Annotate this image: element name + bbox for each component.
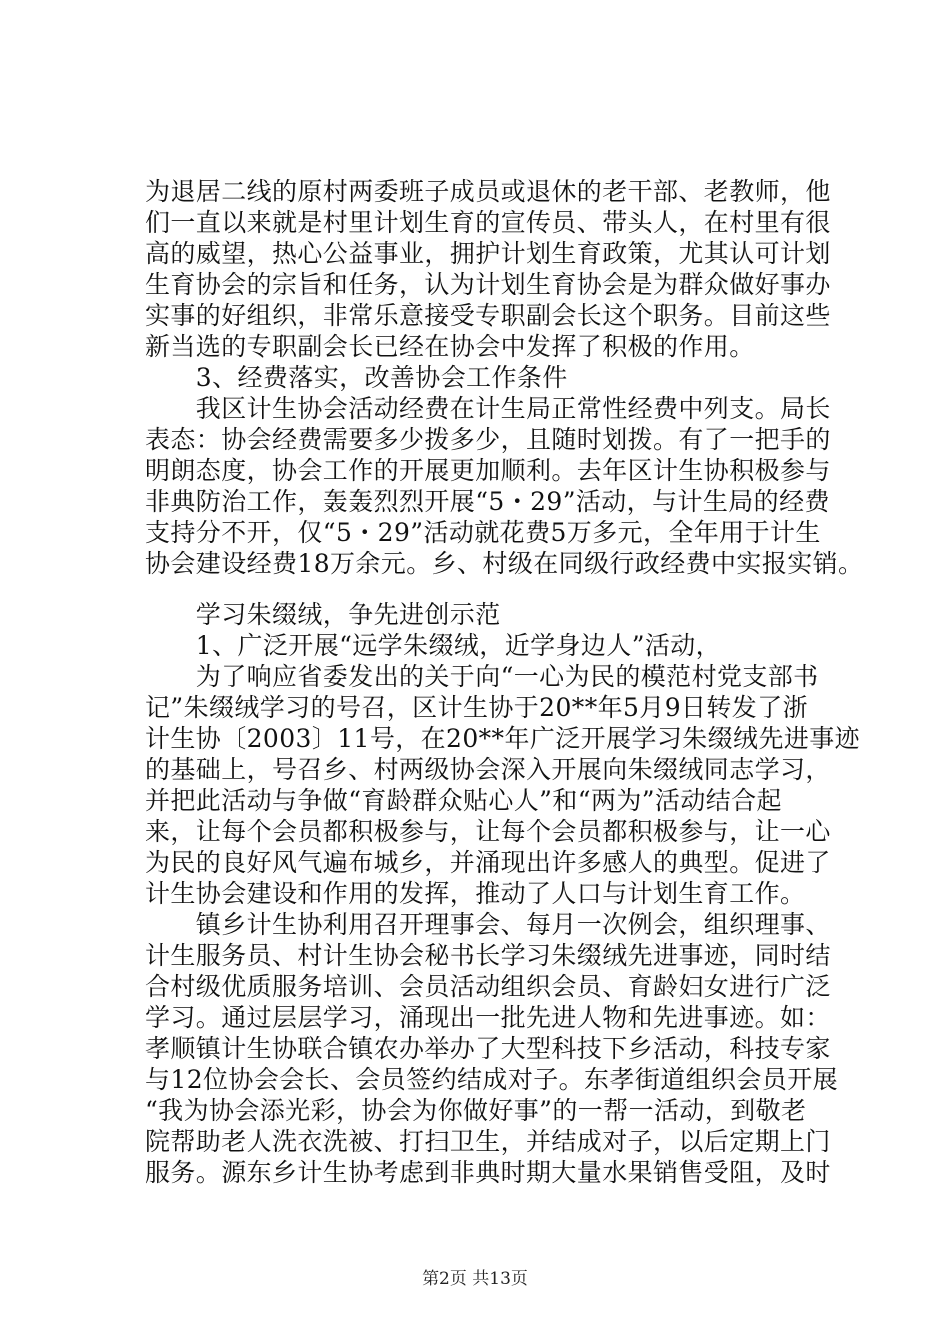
text-line: 们一直以来就是村里计划生育的宣传员、带头人，在村里有很 xyxy=(145,208,831,237)
text-line: 计生服务员、村计生协会秘书长学习朱缀绒先进事迹，同时结 xyxy=(145,941,831,970)
section-heading: 学习朱缀绒，争先进创示范 xyxy=(145,600,501,629)
text-line: 计生协〔2003〕11号，在20**年广泛开展学习朱缀绒先进事迹 xyxy=(145,724,861,753)
text-line: 新当选的专职副会长已经在协会中发挥了积极的作用。 xyxy=(145,332,755,361)
text-line: 计生协会建设和作用的发挥，推动了人口与计划生育工作。 xyxy=(145,879,806,908)
text-line: 为退居二线的原村两委班子成员或退休的老干部、老教师，他 xyxy=(145,177,831,206)
text-line: 镇乡计生协利用召开理事会、每月一次例会，组织理事、 xyxy=(145,910,831,939)
text-line: 服务。源东乡计生协考虑到非典时期大量水果销售受阻，及时 xyxy=(145,1158,831,1187)
text-line: 并把此活动与争做“育龄群众贴心人”和“两为”活动结合起 xyxy=(145,786,782,815)
text-line: 学习。通过层层学习，涌现出一批先进人物和先进事迹。如： xyxy=(145,1003,831,1032)
text-line: 高的威望，热心公益事业，拥护计划生育政策，尤其认可计划 xyxy=(145,239,831,268)
text-line: 与12位协会会长、会员签约结成对子。东孝街道组织会员开展 xyxy=(145,1065,839,1094)
text-line: 实事的好组织，非常乐意接受专职副会长这个职务。目前这些 xyxy=(145,301,831,330)
section-heading: 3、经费落实，改善协会工作条件 xyxy=(145,363,568,392)
text-line: 明朗态度，协会工作的开展更加顺利。去年区计生协积极参与 xyxy=(145,456,831,485)
text-line: 合村级优质服务培训、会员活动组织会员、育龄妇女进行广泛 xyxy=(145,972,831,1001)
text-line: 为了响应省委发出的关于向“一心为民的模范村党支部书 xyxy=(145,662,819,691)
text-line: “我为协会添光彩，协会为你做好事”的一帮一活动，到敬老 xyxy=(145,1096,807,1125)
section-heading: 1、广泛开展“远学朱缀绒，近学身边人”活动， xyxy=(145,631,722,660)
text-line: 为民的良好风气遍布城乡，并涌现出许多感人的典型。促进了 xyxy=(145,848,831,877)
text-line: 支持分不开，仅“5・29”活动就花费5万多元，全年用于计生 xyxy=(145,518,821,547)
text-line: 孝顺镇计生协联合镇农办举办了大型科技下乡活动，科技专家 xyxy=(145,1034,831,1063)
text-line: 我区计生协会活动经费在计生局正常性经费中列支。局长 xyxy=(145,394,831,423)
text-line: 表态：协会经费需要多少拨多少，且随时划拨。有了一把手的 xyxy=(145,425,831,454)
page-number-footer: 第2页 共13页 xyxy=(422,1269,528,1289)
text-line: 非典防治工作，轰轰烈烈开展“5・29”活动，与计生局的经费 xyxy=(145,487,830,516)
text-line: 来，让每个会员都积极参与，让每个会员都积极参与，让一心 xyxy=(145,817,831,846)
text-line: 的基础上，号召乡、村两级协会深入开展向朱缀绒同志学习， xyxy=(145,755,831,784)
text-line: 生育协会的宗旨和任务，认为计划生育协会是为群众做好事办 xyxy=(145,270,831,299)
text-line: 院帮助老人洗衣洗被、打扫卫生，并结成对子，以后定期上门 xyxy=(145,1127,831,1156)
text-line: 协会建设经费18万余元。乡、村级在同级行政经费中实报实销。 xyxy=(145,549,864,578)
text-line: 记”朱缀绒学习的号召，区计生协于20**年5月9日转发了浙 xyxy=(145,693,809,722)
